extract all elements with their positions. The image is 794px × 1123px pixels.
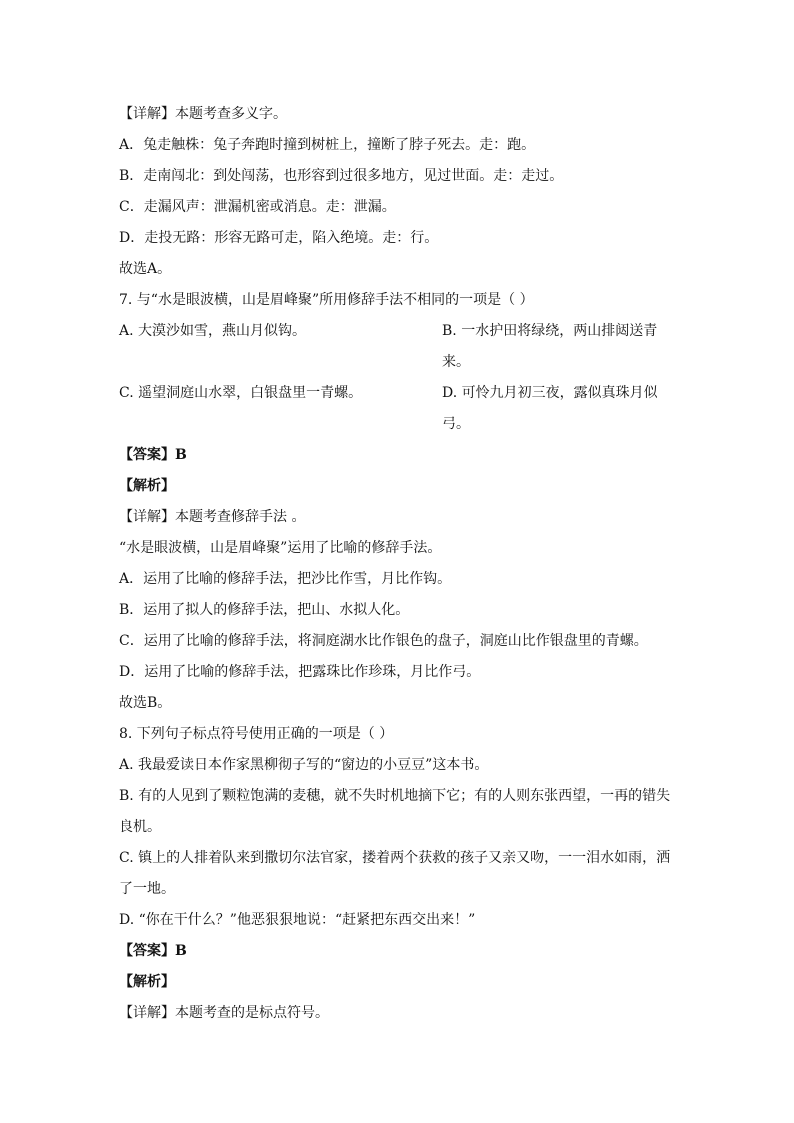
question-7-option-d: D. 可怜九月初三夜，露似真珠月似弓。 — [442, 385, 658, 432]
explanation-b-q6: B．走南闯北：到处闯荡，也形容到过很多地方，见过世面。走：走过。 — [119, 168, 564, 184]
explanation-a-q7: A．运用了比喻的修辞手法，把沙比作雪，月比作钩。 — [119, 571, 452, 587]
question-8-option-d: D. “你在干什么？”他恶狠狠地说：“赶紧把东西交出来！” — [119, 912, 476, 928]
explanation-b-q7: B．运用了拟人的修辞手法，把山、水拟人化。 — [119, 602, 410, 618]
document-content — [119, 99, 679, 1029]
explanation-c-q7: C．运用了比喻的修辞手法，将洞庭湖水比作银色的盘子，洞庭山比作银盘里的青螺。 — [119, 633, 648, 649]
analysis-heading-q8: 【解析】 — [119, 974, 175, 990]
choose-q7: 故选B。 — [119, 695, 172, 711]
detail-heading-q6: 【详解】本题考查多义字。 — [119, 106, 287, 122]
explanation-c-q6: C．走漏风声：泄漏机密或消息。走：泄漏。 — [119, 199, 396, 215]
detail-heading-q7: 【详解】本题考查修辞手法 。 — [119, 509, 306, 525]
choose-q6: 故选A。 — [119, 261, 172, 277]
answer-q8: 【答案】B — [119, 943, 187, 959]
explanation-d-q6: D．走投无路：形容无路可走，陷入绝境。走：行。 — [119, 230, 439, 246]
question-8-stem: 8. 下列句子标点符号使用正确的一项是（ ） — [119, 726, 394, 742]
question-7-options-row-1 — [119, 316, 679, 378]
question-7-option-a: A. 大漠沙如雪，燕山月似钩。 — [119, 323, 307, 339]
detail-heading-q8: 【详解】本题考查的是标点符号。 — [119, 1005, 329, 1021]
analysis-heading-q7: 【解析】 — [119, 478, 175, 494]
question-7-options-row-2 — [119, 378, 679, 440]
explanation-a-q6: A．兔走触株：兔子奔跑时撞到树桩上，撞断了脖子死去。走：跑。 — [119, 137, 536, 153]
question-7-option-c: C. 遥望洞庭山水翠，白银盘里一青螺。 — [119, 385, 363, 401]
answer-q7: 【答案】B — [119, 447, 187, 463]
question-8-option-b: B. 有的人见到了颗粒饱满的麦穗，就不失时机地摘下它；有的人则东张西望，一再的错失良机。 — [119, 788, 671, 835]
question-7-option-b: B. 一水护田将绿绕，两山排闼送青来。 — [442, 323, 658, 370]
question-8-option-c: C. 镇上的人排着队来到撒切尔法官家，搂着两个获救的孩子又亲又吻，一一泪水如雨，洒了一地。 — [119, 850, 671, 897]
explanation-d-q7: D．运用了比喻的修辞手法，把露珠比作珍珠，月比作弓。 — [119, 664, 481, 680]
intro-q7: “水是眼波横，山是眉峰聚”运用了比喻的修辞手法。 — [119, 540, 442, 556]
question-7-stem: 7. 与“水是眼波横，山是眉峰聚”所用修辞手法不相同的一项是（ ） — [119, 292, 534, 308]
question-8-option-a: A. 我最爱读日本作家黑柳彻子写的“窗边的小豆豆”这本书。 — [119, 757, 489, 773]
